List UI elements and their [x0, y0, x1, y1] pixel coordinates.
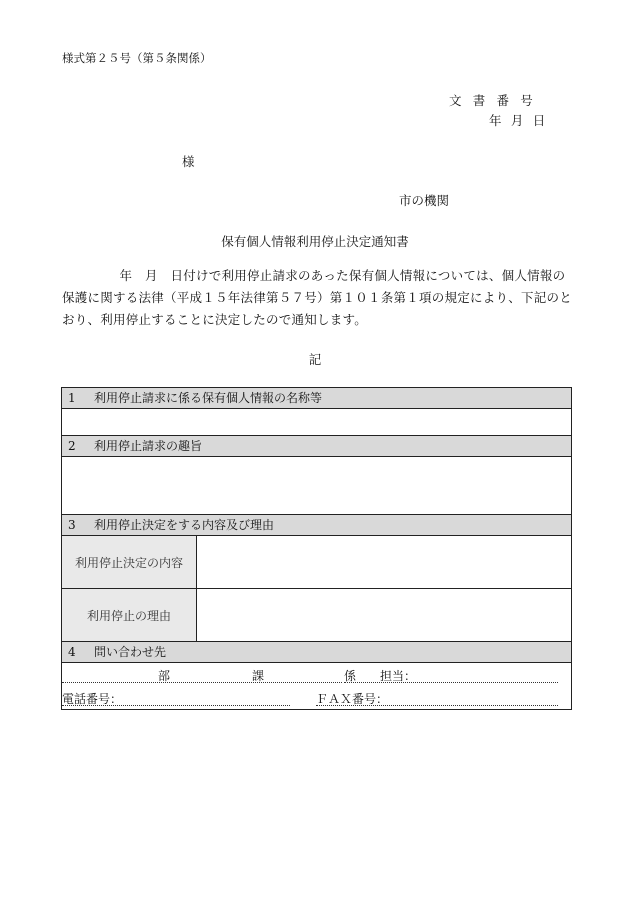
- phone-label: 電話番号：: [62, 692, 123, 706]
- section-3-title: 利用停止決定をする内容及び理由: [94, 518, 275, 532]
- suspension-reason-label: 利用停止の理由: [62, 589, 197, 641]
- section-2-field[interactable]: [62, 457, 571, 515]
- decision-content-label: 利用停止決定の内容: [62, 536, 197, 588]
- form-table: [61, 387, 572, 710]
- section-2-title: 利用停止請求の趣旨: [94, 439, 203, 453]
- section-1-title: 利用停止請求に係る保有個人情報の名称等: [94, 391, 323, 405]
- section-3-number: 3: [68, 518, 76, 532]
- addressee-suffix: 様: [182, 154, 195, 169]
- form-number: 様式第２５号（第５条関係）: [62, 51, 212, 65]
- suspension-reason-row: [62, 589, 571, 642]
- department-field[interactable]: [62, 682, 342, 683]
- section-1-header: [62, 388, 571, 409]
- section-label: 課: [252, 669, 265, 683]
- person-field[interactable]: [344, 682, 558, 683]
- department-label: 部: [158, 669, 171, 683]
- section-3-header: [62, 515, 571, 536]
- decision-content-row: [62, 536, 571, 589]
- section-2-number: 2: [68, 439, 76, 453]
- contact-department-line: [62, 663, 571, 686]
- section-4-header: [62, 642, 571, 663]
- body-text: 年 月 日付けで利用停止請求のあった保有個人情報については、個人情報の保護に関する法律（平成１５年法律第５７号）第１０１条第１項の規定により、下記のとおり、利用停止することに決定したので通知します。: [62, 268, 573, 327]
- person-in-charge-label: 担当：: [380, 669, 417, 683]
- section-4-number: 4: [68, 645, 76, 659]
- document-title: 保有個人情報利用停止決定通知書: [221, 234, 409, 249]
- document-number-label: 文書番号: [449, 93, 545, 108]
- subsection-label: 係: [344, 669, 357, 683]
- section-4-title: 問い合わせ先: [94, 645, 167, 659]
- section-1-number: 1: [68, 391, 76, 405]
- suspension-reason-field[interactable]: [197, 589, 571, 641]
- section-1-field[interactable]: [62, 409, 571, 436]
- issuer-name: 市の機関: [399, 193, 450, 208]
- contact-phone-line: [62, 686, 571, 709]
- date-label: 年月日: [489, 113, 555, 128]
- section-2-header: [62, 436, 571, 457]
- ki-heading: 記: [308, 352, 322, 367]
- decision-content-field[interactable]: [197, 536, 571, 588]
- fax-label: ＦＡＸ番号：: [316, 692, 389, 706]
